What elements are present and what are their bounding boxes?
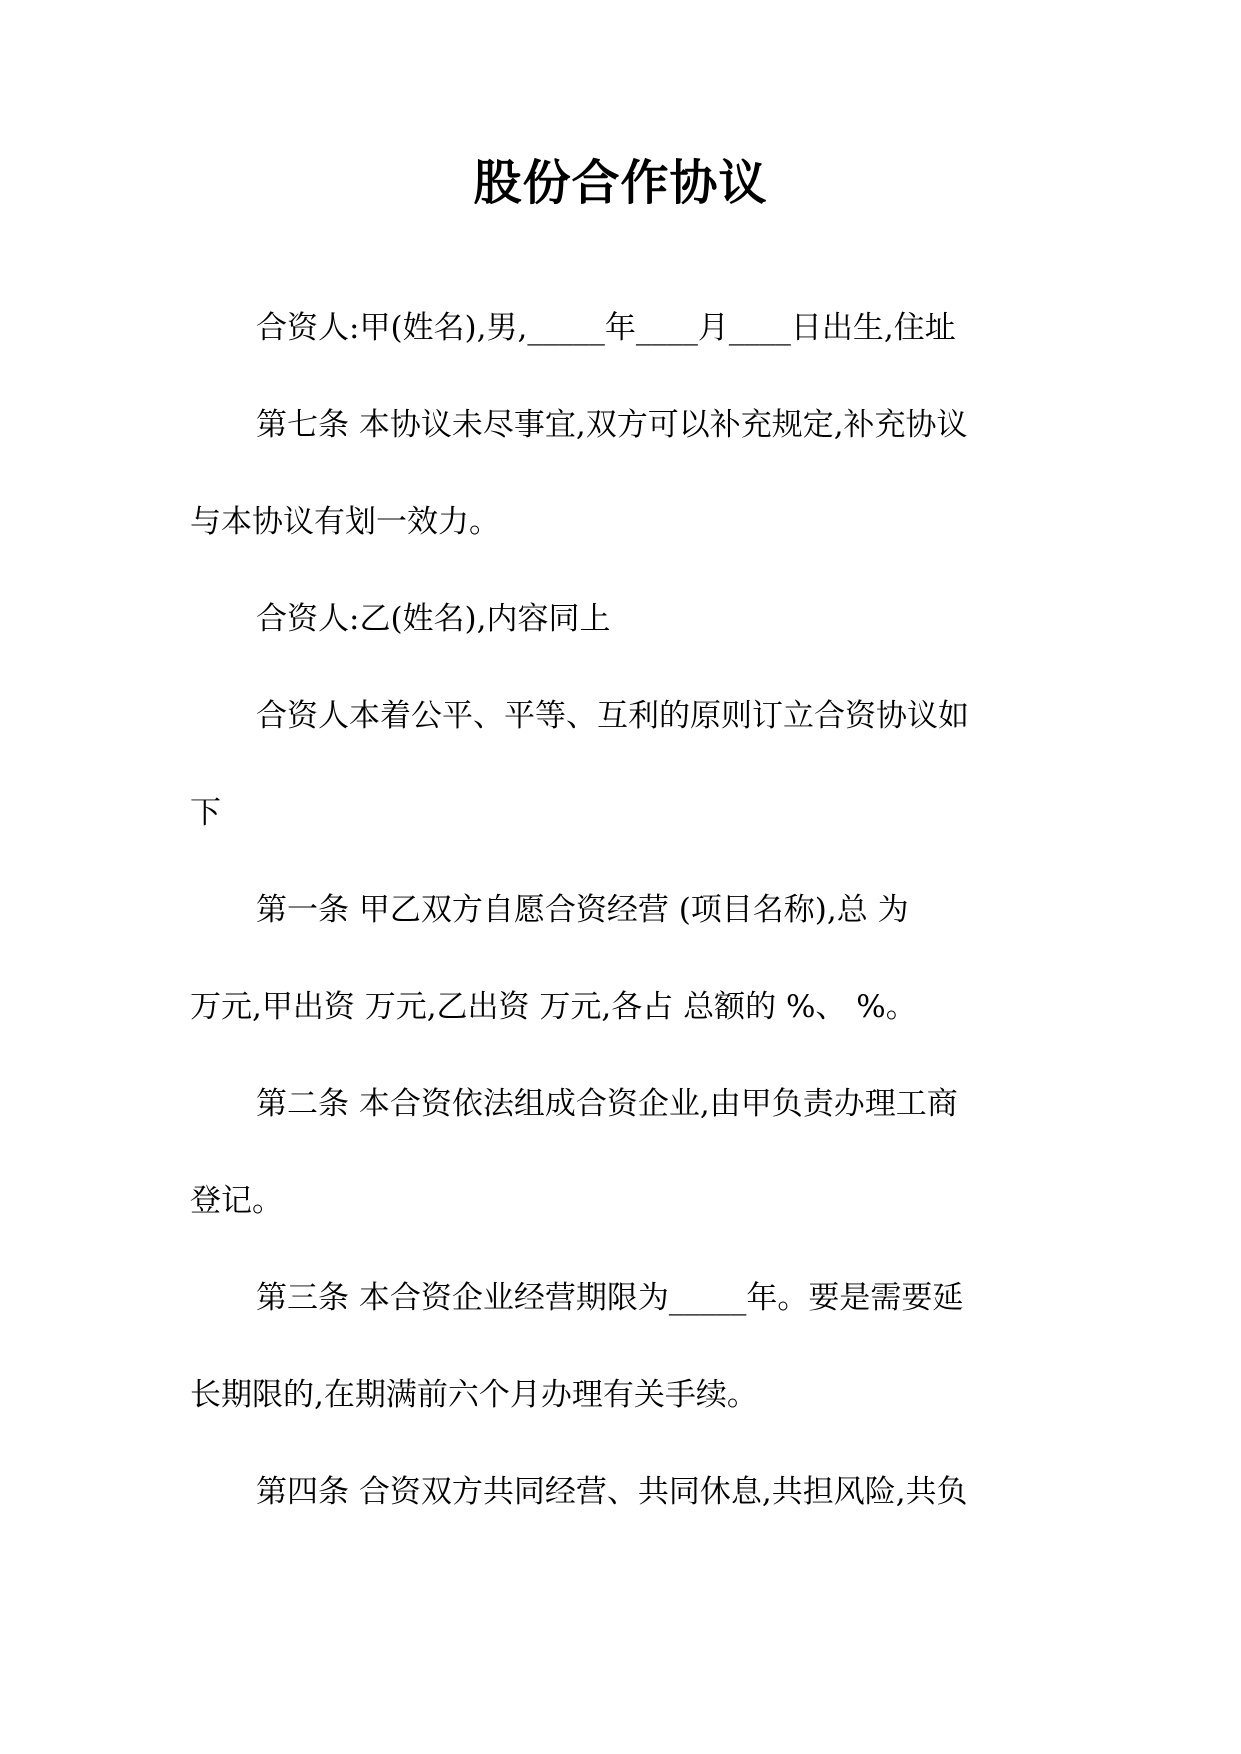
paragraph-line: 万元,甲出资 万元,乙出资 万元,各占 总额的 %、 %。 — [190, 989, 917, 1025]
paragraph-line: 第一条 甲乙双方自愿合资经营 (项目名称),总 为 — [256, 892, 909, 928]
paragraph-line: 合资人:甲(姓名),男,_____年____月____日出生,住址 — [256, 310, 956, 346]
paragraph-line: 与本协议有划一效力。 — [190, 504, 500, 540]
paragraph-line: 第二条 本合资依法组成合资企业,由甲负责办理工商 — [256, 1086, 958, 1122]
paragraph-line: 下 — [190, 795, 221, 831]
paragraph-line: 第四条 合资双方共同经营、共同休息,共担风险,共负 — [256, 1474, 968, 1510]
paragraph-line: 合资人:乙(姓名),内容同上 — [256, 601, 611, 637]
paragraph-line: 长期限的,在期满前六个月办理有关手续。 — [190, 1377, 758, 1413]
document-title: 股份合作协议 — [473, 155, 768, 211]
paragraph-line: 第三条 本合资企业经营期限为_____年。要是需要延 — [256, 1280, 964, 1316]
paragraph-line: 合资人本着公平、平等、互利的原则订立合资协议如 — [256, 698, 969, 734]
paragraph-line: 第七条 本协议未尽事宜,双方可以补充规定,补充协议 — [256, 407, 968, 443]
paragraph-line: 登记。 — [190, 1183, 283, 1219]
